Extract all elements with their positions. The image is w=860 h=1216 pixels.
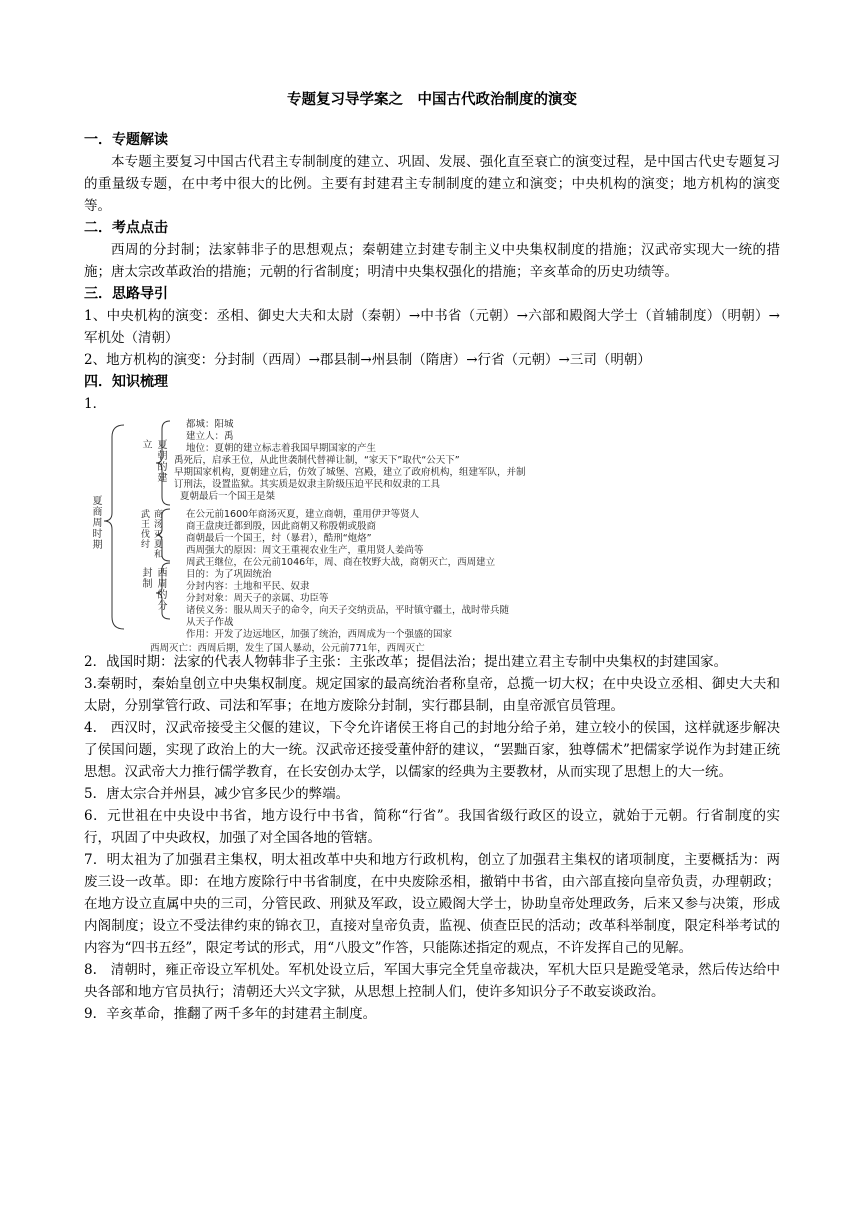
knowledge-item: 4. 西汉时，汉武帝接受主父偃的建议，下令允许诸侯王将自己的封地分给子弟，建立较小的侯国，这样就逐步解决了侯国问题，实现了政治上的大一统。汉武帝还接受董仲舒的建议，“罢黜百家，独尊儒术”把儒家学说作为封建正统思想。汉武帝大力推行儒学教育，在长安创办太学，以儒家的经典为主要教材，从而实现了思想上的大一统。 — [84, 720, 780, 780]
diagram-line: 周武王继位，在公元前1046年，周、商在牧野大战，商朝灭亡，西周建立 — [186, 557, 496, 568]
diagram-footer: 西周灭亡：西周后期，发生了国人暴动，公元前771年，西周灭亡 — [150, 643, 425, 654]
diagram-line: 诸侯义务：服从周天子的命令，向天子交纳贡品，平时镇守疆土，战时带兵随 — [186, 605, 510, 616]
knowledge-item: 9．辛亥革命，推翻了两千多年的封建君主制度。 — [84, 1006, 377, 1022]
section-1-text: 本专题主要复习中国古代君主专制制度的建立、巩固、发展、强化直至衰亡的演变过程，是中国古代史专题复习的重量级专题，在中考中很大的比例。主要有封建君主专制制度的建立和演变；中央机构的演变；地方机构的演变等。 — [84, 154, 780, 214]
knowledge-item-1-number: 1． — [84, 396, 107, 412]
diagram-group-3-label: 西周的分封制 — [140, 567, 166, 611]
knowledge-item: 8. 清朝时，雍正帝设立军机处。军机处设立后，军国大事完全凭皇帝裁决，军机大臣只是跪受笔录，然后传达给中央各部和地方官员执行；清朝还大兴文字狱，从思想上控制人们，使许多知识分子不敢妄谈政治。 — [84, 962, 780, 1000]
diagram-line: 禹死后，启承王位，从此世袭制代替禅让制，“家天下”取代“公天下” — [174, 455, 460, 466]
diagram-line: 夏朝最后一个国王是桀 — [180, 491, 276, 502]
section-3-heading: 三．思路导引 — [84, 286, 168, 302]
diagram-line: 地位：夏朝的建立标志着我国早期国家的产生 — [186, 443, 377, 454]
diagram-line: 目的：为了巩固统治 — [186, 569, 272, 580]
diagram-root-label: 夏商周时期 — [90, 495, 101, 550]
diagram-group-1-label: 夏朝的建立 — [140, 439, 166, 483]
diagram-line: 从天子作战 — [186, 617, 234, 628]
diagram-line: 早期国家机构，夏朝建立后，仿效了城堡、宫殿，建立了政府机构，组建军队，并制 — [174, 467, 526, 478]
section-1-heading: 一．专题解读 — [84, 132, 168, 148]
knowledge-item: 5．唐太宗合并州县，减少官多民少的弊端。 — [84, 786, 350, 802]
section-4-heading: 四．知识梳理 — [84, 374, 168, 390]
diagram-line: 都城：阳城 — [186, 419, 234, 430]
document-title: 专题复习导学案之 中国古代政治制度的演变 — [287, 92, 577, 108]
diagram-line: 分封内容：土地和平民、奴隶 — [186, 581, 310, 592]
diagram-line: 在公元前1600年商汤灭夏，建立商朝，重用伊尹等贤人 — [186, 509, 420, 520]
local-institutions-paragraph: 2、地方机构的演变：分封制（西周）→郡县制→州县制（隋唐）→行省（元朝）→三司（明朝） — [84, 352, 651, 368]
diagram-line: 西周强大的原因：周文王重视农业生产，重用贤人姜尚等 — [186, 545, 424, 556]
knowledge-item: 2．战国时期：法家的代表人物韩非子主张：主张改革；提倡法治；提出建立君主专制中央集权的封建国家。 — [84, 654, 728, 670]
section-2-heading: 二．考点点击 — [84, 220, 168, 236]
document-page — [84, 88, 780, 1025]
central-institutions-paragraph: 1、中央机构的演变：丞相、御史大夫和太尉（秦朝）→中书省（元朝）→六部和殿阁大学士（首辅制度）（明朝）→军机处（清朝） — [84, 308, 780, 346]
diagram-line: 商王盘庚迁都到殷，因此商朝又称殷朝或殷商 — [186, 521, 377, 532]
diagram-line: 订刑法，设置监狱。其实质是奴隶主阶级压迫平民和奴隶的工具 — [174, 479, 441, 490]
section-2-text: 西周的分封制；法家韩非子的思想观点；秦朝建立封建专制主义中央集权制度的措施；汉武帝实现大一统的措施；唐太宗改革政治的措施；元朝的行省制度；明清中央集权强化的措施；辛亥革命的历史功绩等。 — [84, 242, 780, 280]
diagram-line: 建立人：禹 — [186, 431, 234, 442]
diagram-group-2-label: 商汤灭夏和武王伐纣 — [139, 509, 162, 559]
diagram-line: 作用：开发了边远地区，加强了统治，西周成为一个强盛的国家 — [186, 629, 453, 640]
xia-shang-zhou-diagram — [84, 417, 780, 654]
knowledge-item: 3.秦朝时，秦始皇创立中央集权制度。规定国家的最高统治者称皇帝，总揽一切大权；在中央设立丞相、御史大夫和太尉，分别掌管行政、司法和军事；在地方废除分封制，实行郡县制，由皇帝派官员管理。 — [84, 676, 780, 714]
knowledge-item: 6．元世祖在中央设中书省，地方设行中书省，简称“行省”。我国省级行政区的设立，就始于元朝。行省制度的实行，巩固了中央政权，加强了对全国各地的管辖。 — [84, 808, 780, 846]
diagram-line: 商朝最后一个国王，纣（暴君），酷刑“炮烙” — [186, 533, 372, 544]
diagram-line: 分封对象：周天子的亲属、功臣等 — [186, 593, 329, 604]
knowledge-item: 7．明太祖为了加强君主集权，明太祖改革中央和地方行政机构，创立了加强君主集权的诸项制度，主要概括为：两废三设一改革。即：在地方废除行中书省制度，在中央废除丞相，撤销中书省，由六部直接向皇帝负责，办理朝政；在地方设立直属中央的三司，分管民政、刑狱及军政，设立殿阁大学士，协助皇帝处理政务，后来又参与决策，形成内阁制度；设立不受法律约束的锦衣卫，直接对皇帝负责，监视、侦查臣民的活动；改革科举制度，限定科举考试的内容为“四书五经”，限定考试的形式，用“八股文”作答，只能陈述指定的观点，不许发挥自己的见解。 — [84, 852, 780, 956]
